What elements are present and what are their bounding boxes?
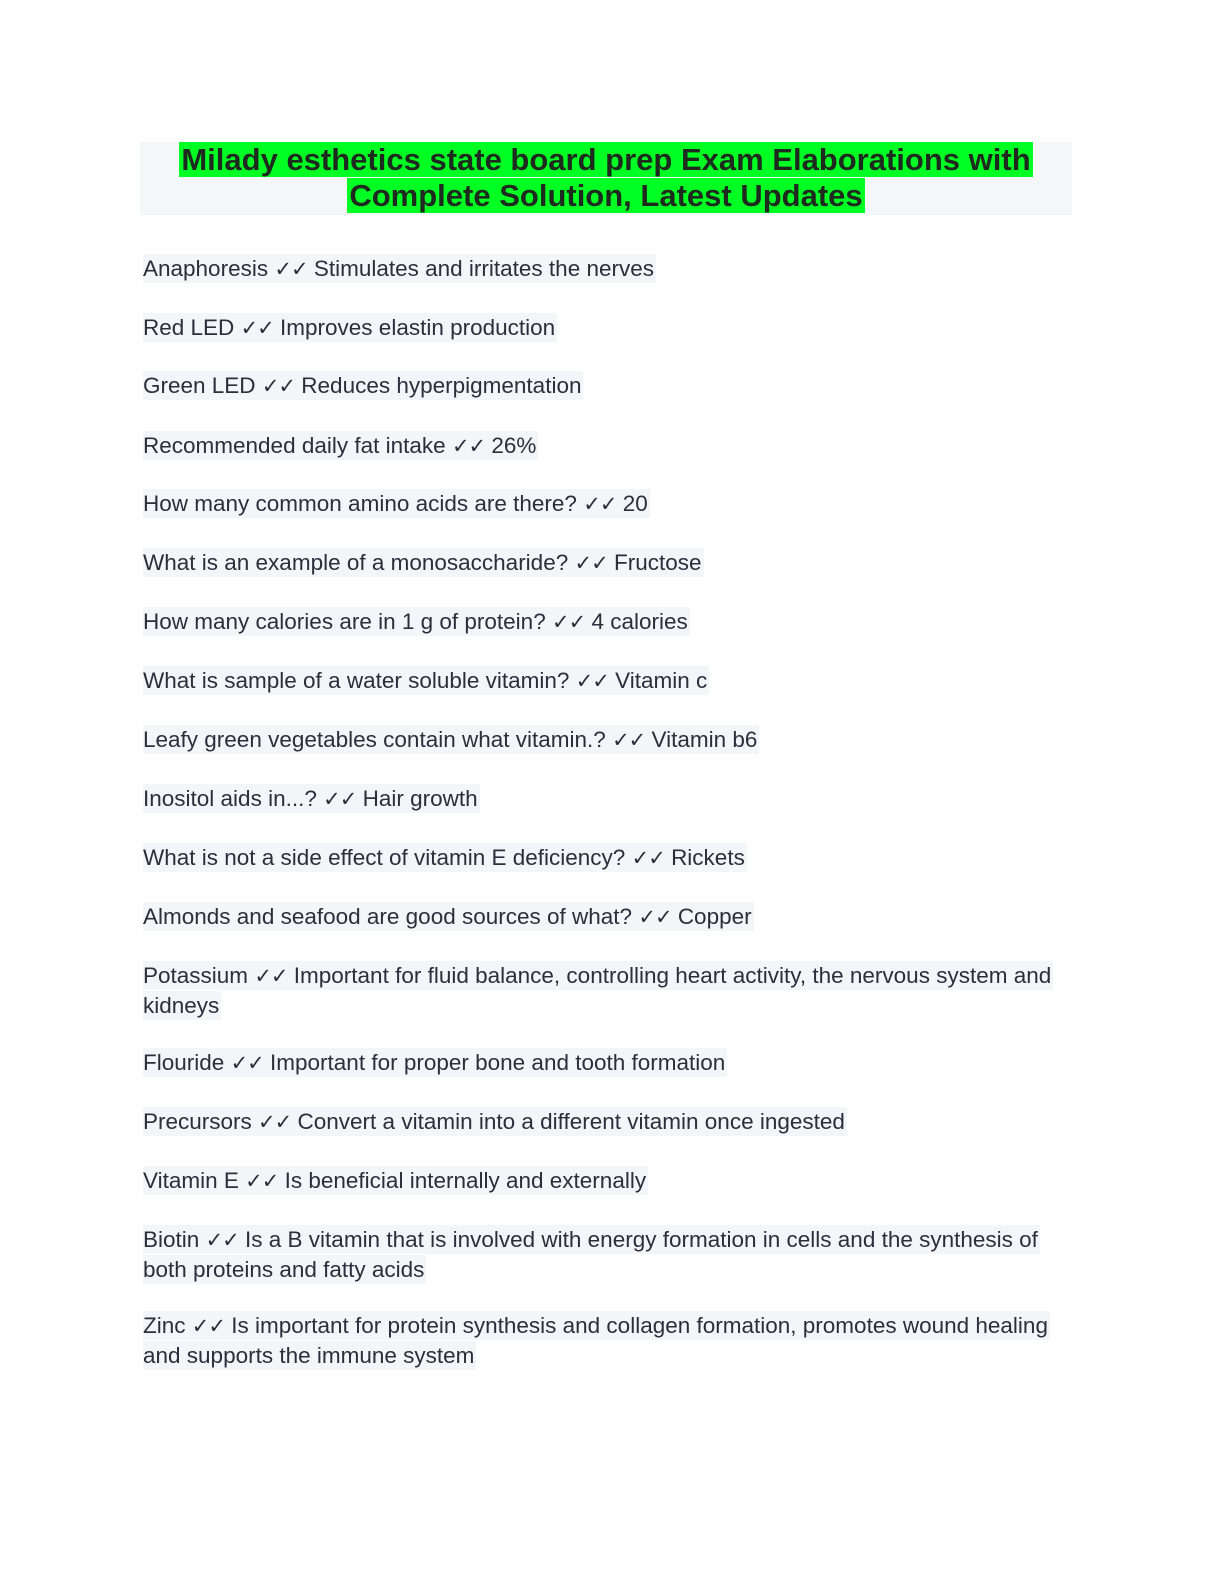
- qa-item: [143, 784, 1073, 814]
- answer: Convert a vitamin into a different vitamin once ingested: [297, 1109, 845, 1134]
- qa-item: [143, 843, 1073, 873]
- double-check-icon: ✓✓: [261, 374, 296, 398]
- double-check-icon: ✓✓: [274, 257, 308, 281]
- title-line-1: Milady esthetics state board prep Exam Elaborations with: [181, 142, 1031, 177]
- question: Biotin: [143, 1227, 200, 1252]
- question: What is not a side effect of vitamin E deficiency?: [143, 845, 626, 870]
- double-check-icon: ✓✓: [323, 787, 357, 811]
- double-check-icon: ✓✓: [574, 551, 608, 575]
- question: Almonds and seafood are good sources of what?: [143, 904, 633, 929]
- question: What is an example of a monosaccharide?: [143, 550, 569, 575]
- qa-item: [143, 666, 1073, 696]
- question: Inositol aids in...?: [143, 786, 317, 811]
- qa-item: [143, 725, 1073, 755]
- question: Precursors: [143, 1109, 252, 1134]
- question: How many calories are in 1 g of protein?: [143, 609, 546, 634]
- qa-item: [143, 1225, 1073, 1284]
- double-check-icon: ✓✓: [551, 610, 586, 634]
- qa-item: [143, 313, 1073, 343]
- qa-item: [143, 489, 1073, 519]
- answer: Copper: [677, 904, 752, 929]
- answer: Vitamin b6: [651, 727, 758, 752]
- qa-item: [143, 431, 1073, 461]
- double-check-icon: ✓✓: [451, 434, 486, 458]
- answer: 4 calories: [591, 609, 688, 634]
- double-check-icon: ✓✓: [638, 905, 672, 929]
- qa-item: [143, 1166, 1073, 1196]
- qa-item: [143, 548, 1073, 578]
- question: Potassium: [143, 963, 249, 988]
- answer: Fructose: [613, 550, 702, 575]
- answer: Stimulates and irritates the nerves: [313, 256, 654, 281]
- qa-item: [143, 1107, 1073, 1137]
- answer: Is beneficial internally and externally: [284, 1168, 647, 1193]
- question: Flouride: [143, 1050, 225, 1075]
- question: Zinc: [143, 1313, 186, 1338]
- qa-item: [143, 607, 1073, 637]
- answer: 20: [622, 491, 648, 516]
- question: Leafy green vegetables contain what vitamin.?: [143, 727, 606, 752]
- question: Recommended daily fat intake: [143, 433, 446, 458]
- answer: Is a B vitamin that is involved with energy formation in cells and the synthesis of both proteins and fatty acids: [143, 1227, 1038, 1282]
- double-check-icon: ✓✓: [575, 669, 609, 693]
- qa-item: [143, 254, 1073, 284]
- answer: Improves elastin production: [280, 315, 556, 340]
- answer: Reduces hyperpigmentation: [301, 373, 582, 398]
- question: Green LED: [143, 373, 256, 398]
- double-check-icon: ✓✓: [612, 728, 646, 752]
- answer: Is important for protein synthesis and collagen formation, promotes wound healing and supports the immune system: [143, 1313, 1048, 1368]
- document-title: [140, 142, 1072, 215]
- answer: Rickets: [671, 845, 745, 870]
- double-check-icon: ✓✓: [583, 492, 617, 516]
- question: How many common amino acids are there?: [143, 491, 577, 516]
- answer: Vitamin c: [615, 668, 708, 693]
- answer: Important for proper bone and tooth formation: [270, 1050, 726, 1075]
- qa-item: [143, 1311, 1073, 1370]
- double-check-icon: ✓✓: [631, 846, 665, 870]
- double-check-icon: ✓✓: [245, 1169, 279, 1193]
- double-check-icon: ✓✓: [258, 1110, 292, 1134]
- answer: Hair growth: [362, 786, 478, 811]
- question: Vitamin E: [143, 1168, 239, 1193]
- double-check-icon: ✓✓: [230, 1051, 264, 1075]
- qa-item: [143, 961, 1073, 1020]
- qa-item: [143, 1048, 1073, 1078]
- double-check-icon: ✓✓: [240, 316, 274, 340]
- answer: 26%: [491, 433, 537, 458]
- qa-item: [143, 371, 1073, 401]
- question: Red LED: [143, 315, 235, 340]
- question: What is sample of a water soluble vitamin?: [143, 668, 570, 693]
- question: Anaphoresis: [143, 256, 269, 281]
- answer: Important for fluid balance, controlling heart activity, the nervous system and kidneys: [143, 963, 1052, 1018]
- double-check-icon: ✓✓: [205, 1228, 239, 1252]
- title-line-2: Complete Solution, Latest Updates: [349, 178, 863, 213]
- double-check-icon: ✓✓: [254, 964, 288, 988]
- double-check-icon: ✓✓: [191, 1314, 225, 1338]
- qa-item: [143, 902, 1073, 932]
